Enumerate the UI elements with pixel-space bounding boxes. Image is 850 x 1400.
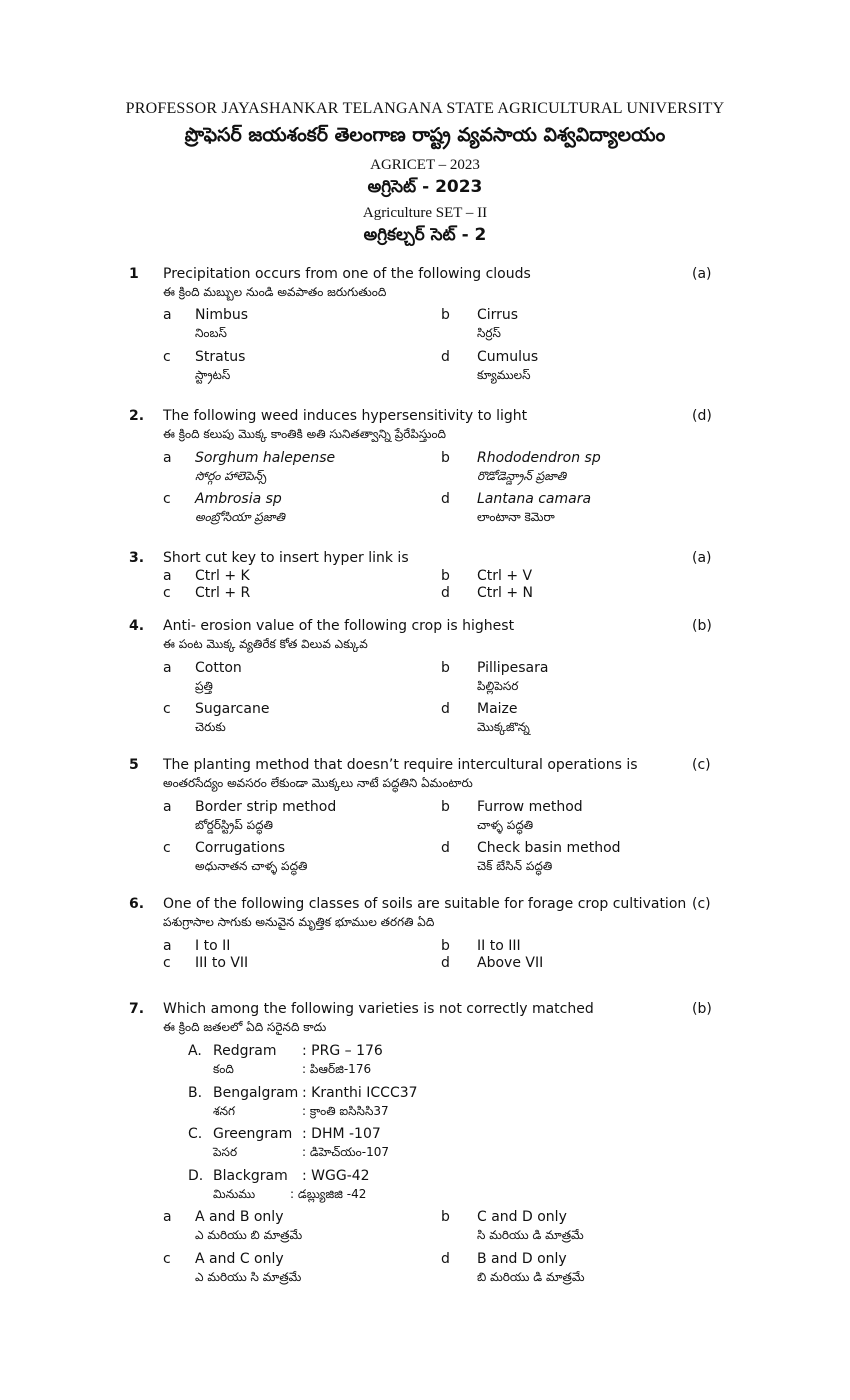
option-text-te: ప్రత్తి [195,679,213,693]
pair-variety: : Kranthi ICCC37 [302,1085,418,1101]
pair-crop: Greengram [213,1126,293,1142]
option-label: d [441,585,450,601]
answer-key: (b) [692,1001,712,1017]
option-text: Corrugations [195,840,286,856]
option-label: a [163,938,172,954]
option-text-te: సిర్రస్ [477,326,501,340]
option-text: Above VII [477,955,544,971]
option-label: a [163,450,172,466]
option-text-te: చాళ్ళ పద్ధతి [477,818,534,832]
answer-key: (b) [692,618,712,634]
set-title-en: Agriculture SET – II [362,205,488,221]
question-text-te: పశుగ్రాసాల సాగుకు అనువైన మృత్తిక భూముల తరగతి ఏది [163,915,435,929]
option-text: Stratus [195,349,246,365]
option-text: I to II [195,938,231,954]
option-text: Check basin method [477,840,621,856]
pair-variety-te: : క్రాంతి ఐసిసిసి37 [302,1104,389,1118]
pair-crop-te: మినుము [213,1187,256,1201]
set-title-te: అగ్రికల్చర్ సెట్ - 2 [363,225,487,245]
question-text-te: ఈ పంట మొక్క వ్యతిరేక కోత విలువ ఎక్కువ [163,637,368,651]
option-label: a [163,660,172,676]
option-label: d [441,701,450,717]
exam-title-te: అగ్రిసెట్ - 2023 [367,177,483,197]
pair-crop-te: శనగ [213,1104,236,1118]
option-label: b [441,568,450,584]
answer-key: (a) [692,550,712,566]
option-text: A and B only [195,1209,284,1225]
question-text: The planting method that doesn’t require intercultural operations is [163,757,638,773]
question-text-te: ఈ క్రింది జతలలో ఏది సరైనది కాదు [163,1020,327,1034]
option-text: Ctrl + R [195,585,251,601]
pair-variety-te: : డబ్ల్యుజిజి -42 [290,1187,367,1201]
question-number: 7. [129,1001,145,1017]
question-text: Which among the following varieties is not correctly matched [163,1001,594,1017]
question-number: 3. [129,550,145,566]
university-title-te: ప్రొఫెసర్ జయశంకర్ తెలంగాణ రాష్ట్ర వ్యవసాయ విశ్వవిద్యాలయం [184,124,666,146]
university-title-en: PROFESSOR JAYASHANKAR TELANGANA STATE AGRICULTURAL UNIVERSITY [125,100,725,117]
pair-crop-te: పెసర [213,1145,238,1159]
answer-key: (a) [692,266,712,282]
option-label: d [441,955,450,971]
question-number: 6. [129,896,145,912]
option-text: Ambrosia sp [195,491,282,507]
option-text: B and D only [477,1251,567,1267]
question-text: One of the following classes of soils are suitable for forage crop cultivation [163,896,687,912]
option-text: Furrow method [477,799,583,815]
option-text-te: సోర్గం హాలెపెన్స్ [195,469,267,483]
option-text: Ctrl + K [195,568,250,584]
option-text: Cumulus [477,349,539,365]
option-label: d [441,1251,450,1267]
pair-variety: : WGG-42 [302,1168,370,1184]
option-text: II to III [477,938,521,954]
question-text: The following weed induces hypersensitivity to light [163,408,528,424]
option-text: Lantana camara [477,491,592,507]
option-label: c [163,491,171,507]
question-text-te: ఈ క్రింది కలుపు మొక్క కాంతికి అతి సునితత్వాన్ని ప్రేరేపిస్తుంది [163,427,447,441]
option-text-te: లాంటానా కెమెరా [477,510,555,524]
question-number: 1 [129,266,139,282]
pair-label: B. [188,1085,203,1101]
option-text: C and D only [477,1209,567,1225]
option-label: b [441,660,450,676]
question-text: Short cut key to insert hyper link is [163,550,409,566]
option-text: Ctrl + N [477,585,534,601]
option-label: b [441,1209,450,1225]
option-text-te: అంబ్రోసియా ప్రజాతి [195,510,285,524]
option-label: c [163,349,171,365]
pair-label: D. [188,1168,204,1184]
option-text-te: క్యూములస్ [477,368,531,382]
question-text-te: అంతరసేద్యం అవసరం లేకుండా మొక్కలు నాటే పద్ధతిని ఏమంటారు [163,776,473,790]
option-label: b [441,450,450,466]
pair-crop: Redgram [213,1043,277,1059]
option-text: Cirrus [477,307,519,323]
question-number: 5 [129,757,139,773]
option-text: Ctrl + V [477,568,533,584]
option-label: b [441,938,450,954]
option-label: a [163,307,172,323]
pair-label: C. [188,1126,203,1142]
option-label: a [163,568,172,584]
option-label: b [441,799,450,815]
option-text-te: పిల్లిపెసర [477,679,519,693]
question-text: Precipitation occurs from one of the following clouds [163,266,531,282]
option-text: Nimbus [195,307,249,323]
option-label: d [441,491,450,507]
option-text: Pillipesara [477,660,549,676]
question-text-te: ఈ క్రింది మబ్బుల నుండి అవపాతం జరుగుతుంది [163,285,387,299]
option-text: A and C only [195,1251,284,1267]
answer-key: (d) [692,408,712,424]
option-label: a [163,1209,172,1225]
option-text-te: బి మరియు డి మాత్రమే [477,1270,585,1284]
option-text: Cotton [195,660,242,676]
option-text-te: అధునాతన చాళ్ళ పద్ధతి [195,859,308,873]
option-label: b [441,307,450,323]
question-number: 4. [129,618,145,634]
question-text: Anti- erosion value of the following crop is highest [163,618,515,634]
option-label: c [163,840,171,856]
option-text: Maize [477,701,518,717]
option-label: d [441,349,450,365]
option-text: Sorghum halepense [195,450,336,466]
option-label: c [163,955,171,971]
option-text-te: ఎ మరియు సి మాత్రమే [195,1270,302,1284]
option-text-te: బోర్డర్‌స్ట్రిప్ పద్ధతి [195,818,273,832]
option-text-te: నింబస్ [195,326,227,340]
option-label: d [441,840,450,856]
pair-variety-te: : పిఆర్‌జి-176 [302,1062,372,1076]
pair-crop-te: కంది [213,1062,234,1076]
pair-variety-te: : డిహెచ్‌యం-107 [302,1145,390,1159]
option-label: c [163,1251,171,1267]
option-text-te: సి మరియు డి మాత్రమే [477,1228,584,1242]
pair-label: A. [188,1043,202,1059]
option-label: a [163,799,172,815]
option-text-te: చెక్ బేసిన్ పద్ధతి [477,859,553,873]
option-text: Sugarcane [195,701,270,717]
option-label: c [163,701,171,717]
option-text-te: చెరుకు [195,720,226,734]
option-text-te: రొడోడెన్డ్రాన్ ప్రజాతి [477,469,567,483]
question-number: 2. [129,408,145,424]
exam-title-en: AGRICET – 2023 [370,157,480,173]
option-text: Rhododendron sp [477,450,601,466]
option-text-te: స్ట్రాటస్ [195,368,231,382]
option-text-te: ఎ మరియు బి మాత్రమే [195,1228,303,1242]
pair-variety: : PRG – 176 [302,1043,383,1059]
pair-crop: Bengalgram [213,1085,299,1101]
answer-key: (c) [692,757,711,773]
pair-variety: : DHM -107 [302,1126,381,1142]
answer-key: (c) [692,896,711,912]
option-label: c [163,585,171,601]
pair-crop: Blackgram [213,1168,288,1184]
option-text: III to VII [195,955,249,971]
option-text: Border strip method [195,799,337,815]
option-text-te: మొక్కజొన్న [477,720,530,734]
